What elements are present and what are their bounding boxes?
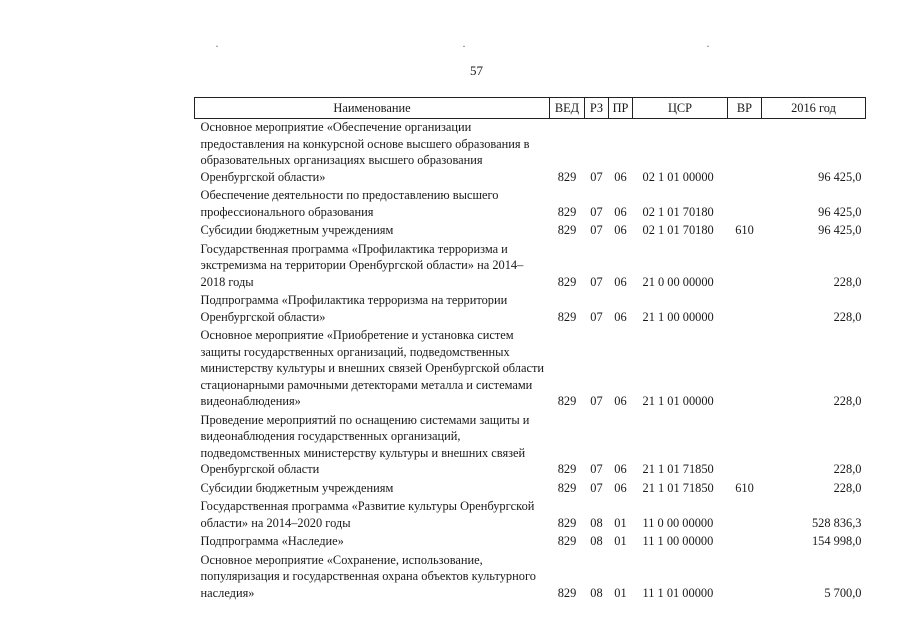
row-vr	[728, 187, 762, 222]
row-rz: 07	[590, 309, 603, 324]
table-row	[195, 533, 866, 552]
row-pr: 01	[614, 534, 627, 548]
table-row	[195, 480, 866, 499]
table-row	[195, 187, 866, 222]
row-csr: 21 0 00 00000	[642, 274, 714, 289]
scan-speck: ·	[462, 39, 466, 53]
row-amount: 154 998,0	[811, 534, 862, 548]
row-pr: 06	[614, 394, 627, 408]
row-vr	[728, 241, 762, 293]
row-pr: 06	[614, 204, 627, 219]
row-rz: 07	[590, 274, 603, 289]
row-rz: 08	[590, 585, 603, 600]
row-csr: 21 1 01 00000	[642, 394, 714, 408]
page-number: 57	[470, 63, 483, 78]
row-amount: 228,0	[833, 480, 862, 495]
header-amount: 2016 год	[762, 98, 866, 119]
row-amount: 5 700,0	[824, 585, 862, 600]
row-rz: 07	[590, 223, 603, 237]
row-csr: 11 1 01 00000	[642, 585, 714, 600]
table-row	[195, 498, 866, 533]
row-ved: 829	[557, 585, 577, 600]
row-name: Подпрограмма «Наследие»	[200, 534, 344, 548]
row-pr: 06	[614, 480, 627, 495]
header-ved: ВЕД	[550, 98, 585, 119]
table-row	[195, 327, 866, 412]
row-rz: 07	[590, 480, 603, 495]
budget-table	[194, 97, 866, 603]
row-ved: 829	[557, 204, 577, 219]
row-vr	[728, 412, 762, 480]
row-ved: 829	[557, 394, 577, 408]
row-csr: 21 1 01 71850	[642, 462, 714, 476]
row-amount: 96 425,0	[818, 223, 862, 237]
row-name: Государственная программа «Развитие культуры Оренбургской области» на 2014–2020 годы	[200, 499, 535, 530]
row-csr: 11 1 00 00000	[642, 534, 714, 548]
table-body	[195, 119, 866, 604]
row-csr: 02 1 01 70180	[642, 223, 714, 237]
table-row	[195, 222, 866, 241]
table-row	[195, 119, 866, 188]
row-rz: 07	[590, 462, 603, 476]
table-row	[195, 292, 866, 327]
row-name: Субсидии бюджетным учреждениям	[200, 480, 394, 495]
row-amount: 96 425,0	[818, 169, 862, 184]
header-csr: ЦСР	[633, 98, 728, 119]
row-vr	[728, 552, 762, 604]
row-pr: 06	[614, 309, 627, 324]
row-ved: 829	[557, 515, 577, 530]
table-row	[195, 412, 866, 480]
row-vr: 610	[735, 223, 754, 237]
row-pr: 06	[614, 169, 627, 184]
row-vr	[728, 533, 762, 552]
row-ved: 829	[557, 309, 577, 324]
row-ved: 829	[557, 274, 577, 289]
row-name: Основное мероприятие «Обеспечение организации предоставления на конкурсной основе высшего образования в образовательных организациях высшего образования Оренбургской области»	[200, 120, 530, 184]
row-rz: 07	[590, 169, 603, 184]
header-name: Наименование	[195, 98, 550, 119]
row-rz: 07	[590, 394, 603, 408]
row-csr: 02 1 01 00000	[642, 169, 714, 184]
row-vr	[728, 327, 762, 412]
scan-speck: ·	[215, 39, 219, 53]
row-vr	[728, 292, 762, 327]
row-name: Подпрограмма «Профилактика терроризма на территории Оренбургской области»	[200, 293, 508, 324]
row-name: Субсидии бюджетным учреждениям	[200, 223, 394, 237]
row-amount: 528 836,3	[811, 515, 862, 530]
header-pr: ПР	[609, 98, 633, 119]
row-name: Государственная программа «Профилактика терроризма и экстремизма на территории Оренбургской области» на 2014–2018 годы	[200, 241, 524, 289]
row-amount: 228,0	[833, 274, 862, 289]
row-rz: 08	[590, 515, 603, 530]
row-name: Основное мероприятие «Сохранение, использование, популяризация и государственная охрана объектов культурного наследия»	[200, 552, 536, 600]
row-rz: 08	[590, 534, 603, 548]
row-pr: 01	[614, 515, 627, 530]
header-rz: РЗ	[585, 98, 609, 119]
row-name: Проведение мероприятий по оснащению системами защиты и видеонаблюдения государственных организаций, подведомственных министерству культуры и внешних связей Оренбургской области	[200, 412, 530, 476]
row-csr: 11 0 00 00000	[642, 515, 714, 530]
row-amount: 228,0	[833, 309, 862, 324]
table-row	[195, 241, 866, 293]
row-amount: 228,0	[833, 462, 862, 476]
row-vr: 610	[735, 480, 754, 495]
header-vr: ВР	[728, 98, 762, 119]
row-csr: 21 1 01 71850	[642, 480, 714, 495]
row-vr	[728, 498, 762, 533]
row-name: Основное мероприятие «Приобретение и установка систем защиты государственных организаций, подведомственных министерству культуры и внешних связей Оренбургской области стационарными рамочными детекторами металла и системами видеонаблюдения»	[200, 328, 545, 408]
row-pr: 06	[614, 462, 627, 476]
row-ved: 829	[557, 480, 577, 495]
row-csr: 21 1 00 00000	[642, 309, 714, 324]
row-ved: 829	[557, 223, 577, 237]
scan-speck: ·	[706, 39, 710, 53]
table-row	[195, 552, 866, 604]
table-header-row	[195, 98, 866, 119]
row-pr: 06	[614, 274, 627, 289]
row-ved: 829	[557, 169, 577, 184]
row-csr: 02 1 01 70180	[642, 204, 714, 219]
row-rz: 07	[590, 204, 603, 219]
row-amount: 96 425,0	[818, 204, 862, 219]
row-ved: 829	[557, 462, 577, 476]
row-pr: 01	[614, 585, 627, 600]
row-vr	[728, 119, 762, 188]
row-pr: 06	[614, 223, 627, 237]
row-ved: 829	[557, 534, 577, 548]
row-name: Обеспечение деятельности по предоставлению высшего профессионального образования	[200, 188, 499, 219]
row-amount: 228,0	[833, 394, 862, 408]
